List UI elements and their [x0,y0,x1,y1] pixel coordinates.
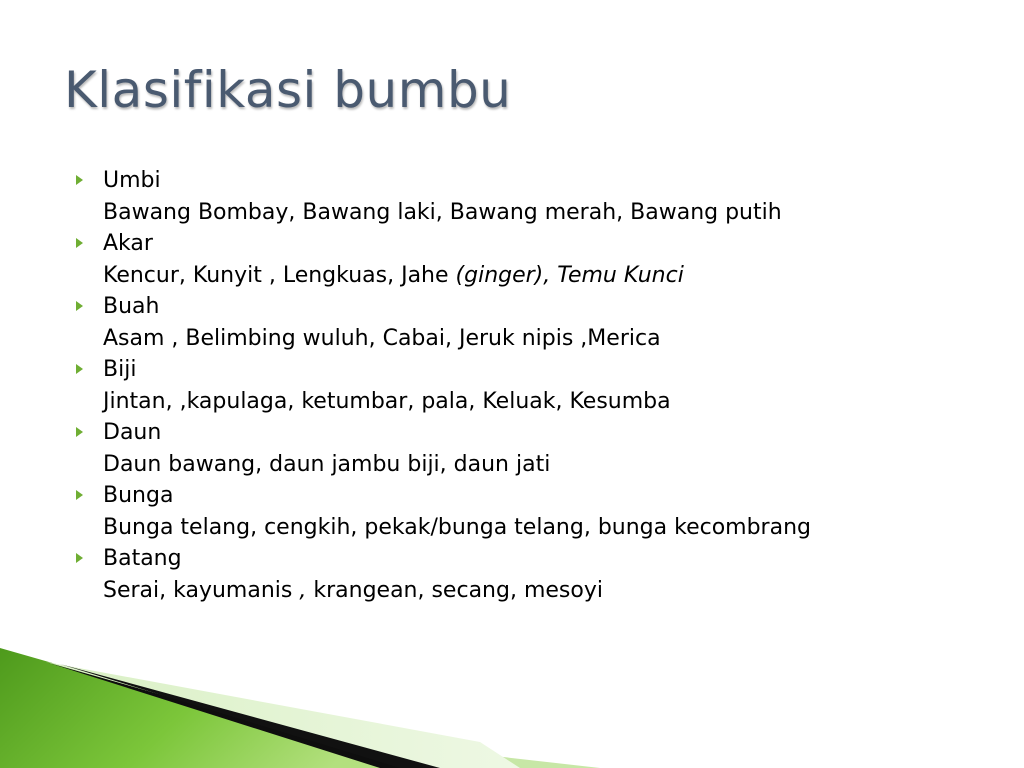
category-label: Biji [103,357,137,382]
category-label: Akar [103,231,153,256]
category-examples: Bunga telang, cengkih, pekak/bunga telang, bunga kecombrang [103,514,811,540]
category-label: Bunga [103,483,174,508]
list-item-bunga [74,480,811,543]
category-examples: Daun bawang, daun jambu biji, daun jati [103,451,551,477]
category-examples: Kencur, Kunyit , Lengkuas, Jahe [103,262,456,288]
triangle-bullet-icon [76,553,83,563]
category-examples-rest: krangean, secang, mesoyi [306,577,603,603]
category-examples: Jintan, ,kapulaga, ketumbar, pala, Keluak, Kesumba [103,388,671,414]
category-label: Buah [103,294,160,319]
list-item-buah [74,291,811,354]
category-label: Umbi [103,168,161,193]
triangle-bullet-icon [76,301,83,311]
category-examples-italic: (ginger), Temu Kunci [455,262,684,288]
category-examples: Bawang Bombay, Bawang laki, Bawang merah, Bawang putih [103,199,782,225]
category-label: Batang [103,546,182,571]
category-examples: Asam , Belimbing wuluh, Cabai, Jeruk nipis ,Merica [103,325,661,351]
slide-title: Klasifikasi bumbu [64,61,512,119]
category-label: Daun [103,420,162,445]
triangle-bullet-icon [76,364,83,374]
list-item-batang [74,543,811,606]
list-item-umbi [74,165,811,228]
triangle-bullet-icon [76,490,83,500]
list-item-akar [74,228,811,291]
triangle-bullet-icon [76,238,83,248]
category-examples-line [103,575,811,607]
bullet-list [74,165,811,606]
list-item-daun [74,417,811,480]
category-examples-line [103,260,811,292]
list-item-biji [74,354,811,417]
category-examples-italic: , [299,577,307,603]
category-examples: Serai, kayumanis [103,577,300,603]
triangle-bullet-icon [76,175,83,185]
triangle-bullet-icon [76,427,83,437]
